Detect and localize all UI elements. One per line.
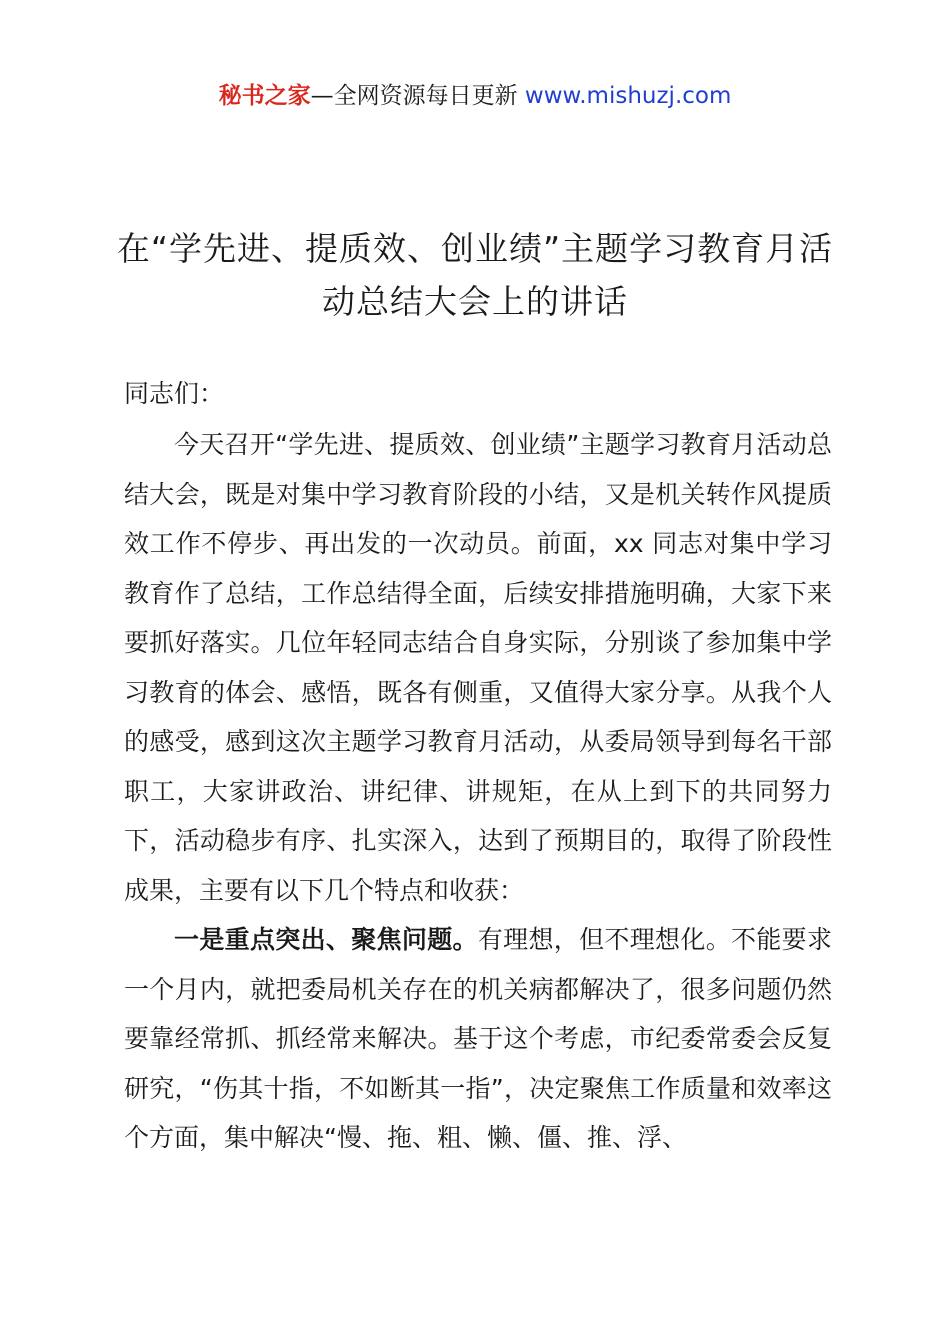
body-paragraph-2 [124,915,832,1163]
paragraph-2-lead: 一是重点突出、聚焦问题。 [174,925,478,954]
site-header [0,80,950,112]
document-title: 在“学先进、提质效、创业绩”主题学习教育月活动总结大会上的讲话 [116,229,834,321]
site-url-link[interactable]: www.mishuzj.com [524,83,732,109]
salutation: 同志们： [124,379,225,408]
body-paragraph-1 [124,420,832,915]
brand-name: 秘书之家 [218,83,311,109]
paragraph-1-text: 今天召开“学先进、提质效、创业绩”主题学习教育月活动总结大会，既是对集中学习教育阶段的小结，又是机关转作风提质效工作不停步、再出发的一次动员。前面，xx 同志对集中学习教育作了总结，工作总结得全面，后续安排措施明确，大家下来要抓好落实。几位年轻同志结合自身实际，分别谈了参加集中学习教育的体会、感悟，既各有侧重，又值得大家分享。从我个人的感受，感到这次主题学习教育月活动，从委局领导到每名干部职工，大家讲政治、讲纪律、讲规矩，在从上到下的共同努力下，活动稳步有序、扎实深入，达到了预期目的，取得了阶段性成果，主要有以下几个特点和收获： [124,430,832,905]
header-tagline: —全网资源每日更新 [310,83,518,109]
paragraph-2-text: 有理想，但不理想化。不能要求一个月内，就把委局机关存在的机关病都解决了，很多问题仍然要靠经常抓、抓经常来解决。基于这个考虑，市纪委常委会反复研究，“伤其十指，不如断其一指”，决定聚焦工作质量和效率这个方面，集中解决“慢、拖、粗、懒、僵、推、浮、 [124,925,832,1152]
